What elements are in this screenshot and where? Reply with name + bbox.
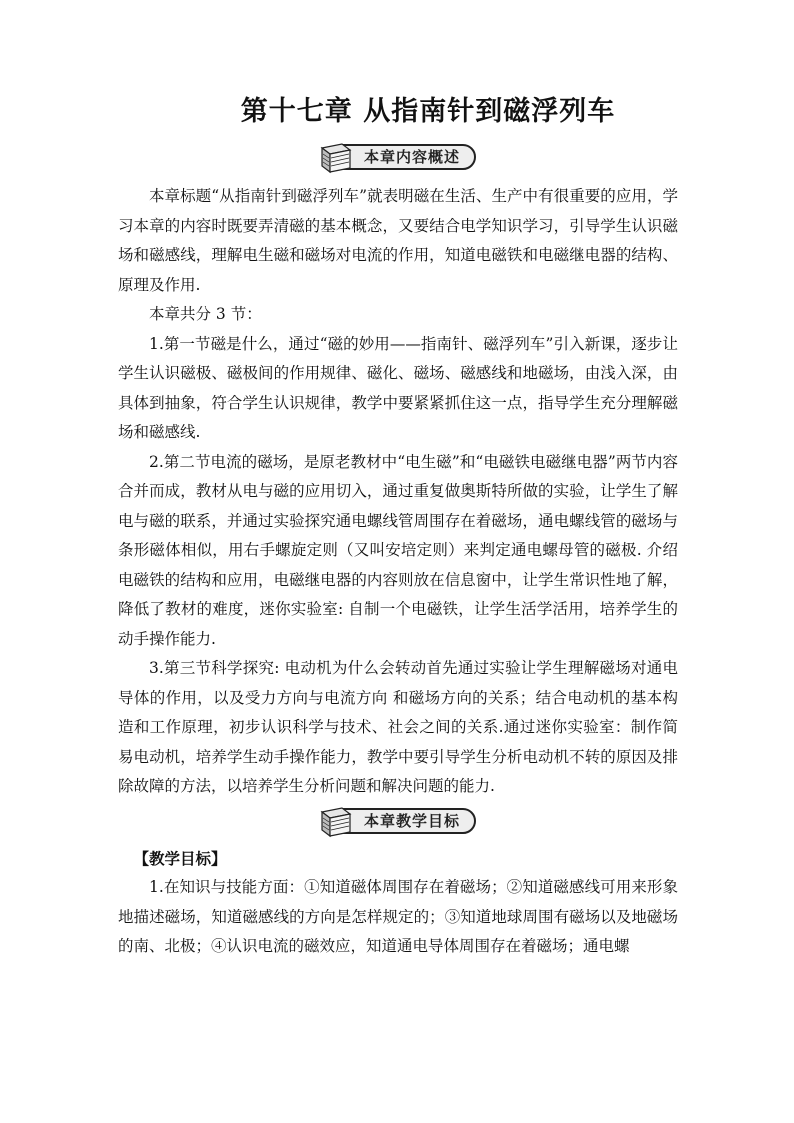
overview-banner-wrap	[118, 144, 678, 174]
goals-banner-label: 本章教学目标	[342, 808, 476, 834]
overview-paragraph-4: 2.第二节电流的磁场，是原老教材中“电生磁”和“电磁铁电磁继电器”两节内容合并而成，教材从电与磁的应用切入，通过重复做奥斯特所做的实验，让学生了解电与磁的联系，并通过实验探究通电螺线管周围存在着磁场，通电螺线管的磁场与条形磁体相似，用右手螺旋定则（又叫安培定则）来判定通电螺母管的磁极. 介绍电磁铁的结构和应用，电磁继电器的内容则放在信息窗中，让学生常识性地了解，降低了教材的难度，迷你实验室: 自制一个电磁铁，让学生活学活用，培养学生的动手操作能力.	[118, 452, 678, 648]
overview-banner	[320, 144, 476, 170]
document-page	[118, 92, 678, 962]
overview-section	[118, 182, 678, 802]
overview-paragraph-2: 本章共分 3 节：	[149, 305, 262, 323]
book-stack-icon	[320, 804, 352, 838]
overview-banner-label: 本章内容概述	[342, 144, 476, 170]
chapter-title: 第十七章 从指南针到磁浮列车	[240, 96, 616, 127]
goals-heading: 【教学目标】	[133, 848, 227, 868]
goals-paragraph-1: 1.在知识与技能方面：①知道磁体周围存在着磁场；②知道磁感线可用来形象地描述磁场，知道磁感线的方向是怎样规定的；③知道地球周围有磁场以及地磁场的南、北极；④认识电流的磁效应，知道通电导体周围存在着磁场；通电螺	[118, 878, 678, 955]
book-stack-icon	[320, 140, 352, 174]
goals-banner-wrap	[118, 808, 678, 838]
goals-section	[118, 844, 678, 962]
goals-banner	[320, 808, 476, 834]
overview-paragraph-5: 3.第三节科学探究: 电动机为什么会转动首先通过实验让学生理解磁场对通电导体的作用，以及受力方向与电流方向 和磁场方向的关系；结合电动机的基本构造和工作原理，初步认识科学与技术、社会之间的关系.通过迷你实验室：制作简 易电动机，培养学生动手操作能力，教学中要引导学生分析电动机不转的原因及排除故障的方法，以培养学生分析问题和解决问题的能力.	[118, 659, 678, 795]
overview-paragraph-3: 1.第一节磁是什么，通过“磁的妙用——指南针、磁浮列车”引入新课，逐步让学生认识磁极、磁极间的作用规律、磁化、磁场、磁感线和地磁场，由浅入深，由具体到抽象，符合学生认识规律，教学中要紧紧抓住这一点，指导学生充分理解磁场和磁感线.	[118, 334, 678, 441]
overview-paragraph-1: 本章标题“从指南针到磁浮列车”就表明磁在生活、生产中有很重要的应用，学习本章的内容时既要弄清磁的基本概念，又要结合电学知识学习，引导学生认识磁场和磁感线，理解电生磁和磁场对电流的作用，知道电磁铁和电磁继电器的结构、原理及作用.	[118, 187, 678, 294]
